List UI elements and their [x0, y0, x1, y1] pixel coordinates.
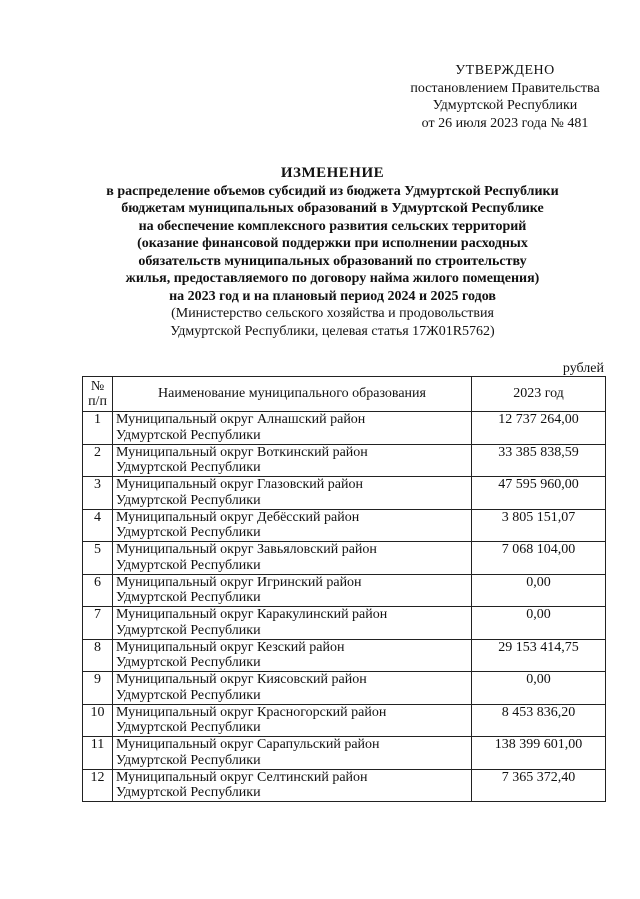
municipality-district: Муниципальный округ Каракулинский район: [116, 607, 388, 622]
approval-line-2: Удмуртской Республики: [432, 98, 578, 113]
municipality-district: Муниципальный округ Сарапульский район: [116, 737, 380, 752]
municipality-name: [113, 639, 472, 672]
municipality-district: Муниципальный округ Воткинский район: [116, 444, 368, 460]
amount-2023: 47 595 960,00: [472, 477, 606, 510]
municipality-district: Муниципальный округ Киясовский район: [116, 672, 367, 687]
municipality-name: [113, 737, 472, 770]
table-row: [83, 769, 606, 802]
municipality-district: Муниципальный округ Алнашский район: [116, 412, 366, 427]
table-row: [83, 477, 606, 510]
municipality-region: Удмуртской Республики: [116, 720, 261, 735]
row-number: 8: [83, 639, 113, 672]
row-number: 2: [83, 444, 113, 477]
table-row: [83, 412, 606, 445]
municipality-district: Муниципальный округ Глазовский район: [116, 477, 363, 492]
header-number: № п/п: [83, 377, 113, 412]
approval-line-1: постановлением Правительства: [410, 80, 600, 96]
municipality-region: Удмуртской Республики: [116, 590, 261, 605]
municipality-region: Удмуртской Республики: [116, 622, 261, 638]
municipality-district: Муниципальный округ Красногорский район: [116, 704, 387, 720]
municipality-name: [113, 542, 472, 575]
table-row: [83, 607, 606, 640]
amount-2023: 0,00: [472, 672, 606, 705]
amount-2023: 29 153 414,75: [472, 639, 606, 672]
title-line: обязательств муниципальных образований по строительству: [138, 253, 527, 269]
amount-2023: 138 399 601,00: [472, 737, 606, 770]
row-number: 3: [83, 477, 113, 510]
table-row: [83, 509, 606, 542]
title-line: бюджетам муниципальных образований в Удмуртской Республике: [121, 201, 544, 216]
title-note: Удмуртской Республики, целевая статья 17Ж01R5762): [170, 323, 495, 339]
title-line: (оказание финансовой поддержки при исполнении расходных: [137, 236, 528, 251]
row-number: 9: [83, 672, 113, 705]
municipality-region: Удмуртской Республики: [116, 557, 261, 573]
title-note: (Министерство сельского хозяйства и продовольствия: [171, 306, 494, 321]
table-row: [83, 672, 606, 705]
amount-2023: 7 365 372,40: [472, 769, 606, 802]
row-number: 5: [83, 542, 113, 575]
municipality-name: [113, 574, 472, 607]
amount-2023: 0,00: [472, 607, 606, 640]
amount-2023: 0,00: [472, 574, 606, 607]
row-number: 4: [83, 509, 113, 542]
municipality-region: Удмуртской Республики: [116, 655, 261, 670]
municipality-region: Удмуртской Республики: [116, 427, 261, 443]
municipality-region: Удмуртской Республики: [116, 752, 261, 768]
municipality-name: [113, 412, 472, 445]
municipality-name: [113, 704, 472, 737]
amount-2023: 3 805 151,07: [472, 509, 606, 542]
municipality-name: [113, 672, 472, 705]
row-number: 10: [83, 704, 113, 737]
units-label: рублей: [562, 361, 604, 376]
amount-2023: 12 737 264,00: [472, 412, 606, 445]
header-year: 2023 год: [472, 377, 606, 412]
amount-2023: 7 068 104,00: [472, 542, 606, 575]
municipality-district: Муниципальный округ Игринский район: [116, 574, 362, 590]
table-row: [83, 542, 606, 575]
municipality-region: Удмуртской Республики: [116, 460, 261, 475]
municipality-region: Удмуртской Республики: [116, 525, 261, 540]
municipality-name: [113, 769, 472, 802]
approval-stamp: [380, 62, 630, 132]
municipality-region: Удмуртской Республики: [116, 687, 261, 703]
municipality-district: Муниципальный округ Завьяловский район: [116, 542, 377, 557]
row-number: 6: [83, 574, 113, 607]
table-row: [83, 574, 606, 607]
table-row: [83, 639, 606, 672]
municipality-region: Удмуртской Республики: [116, 492, 261, 508]
row-number: 11: [83, 737, 113, 770]
title-line: в распределение объемов субсидий из бюджета Удмуртской Республики: [106, 183, 559, 199]
municipality-name: [113, 607, 472, 640]
row-number: 7: [83, 607, 113, 640]
title-main: ИЗМЕНЕНИЕ: [280, 165, 385, 181]
amount-2023: 8 453 836,20: [472, 704, 606, 737]
municipality-name: [113, 477, 472, 510]
document-title: [60, 165, 605, 340]
table-row: [83, 704, 606, 737]
municipality-district: Муниципальный округ Селтинский район: [116, 769, 368, 785]
header-name: Наименование муниципального образования: [113, 377, 472, 412]
row-number: 12: [83, 769, 113, 802]
approval-heading: УТВЕРЖДЕНО: [455, 63, 555, 78]
title-line: на 2023 год и на плановый период 2024 и 2025 годов: [169, 288, 496, 304]
table-row: [83, 444, 606, 477]
row-number: 1: [83, 412, 113, 445]
table-row: [83, 737, 606, 770]
approval-line-3: от 26 июля 2023 года № 481: [421, 115, 589, 131]
municipality-district: Муниципальный округ Дебёсский район: [116, 509, 360, 525]
subsidy-table: [82, 376, 606, 802]
amount-2023: 33 385 838,59: [472, 444, 606, 477]
table-header-row: [83, 377, 606, 412]
municipality-region: Удмуртской Республики: [116, 785, 261, 800]
title-line: жилья, предоставляемого по договору найма жилого помещения): [125, 271, 540, 286]
municipality-name: [113, 444, 472, 477]
table-body: [83, 412, 606, 802]
title-line: на обеспечение комплексного развития сельских территорий: [138, 218, 527, 234]
municipality-district: Муниципальный округ Кезский район: [116, 639, 345, 655]
municipality-name: [113, 509, 472, 542]
